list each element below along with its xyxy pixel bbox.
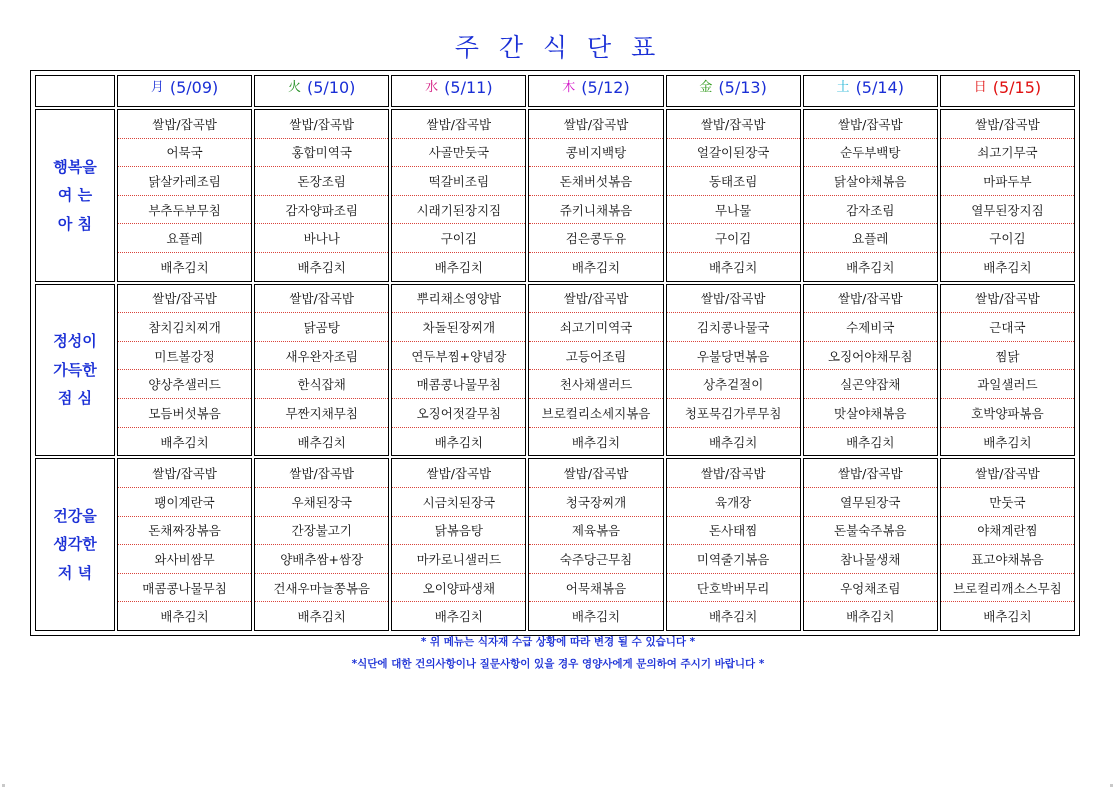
menu-item: 구이김 — [941, 224, 1074, 253]
weekly-menu-table — [30, 70, 1080, 636]
menu-item: 홍합미역국 — [255, 139, 388, 168]
day-date-label: (5/09) — [169, 78, 219, 97]
menu-item: 돈불숙주볶음 — [804, 517, 937, 546]
menu-item: 쌀밥/잡곡밥 — [255, 285, 388, 314]
menu-item: 요플레 — [118, 224, 251, 253]
menu-item: 얼갈이된장국 — [667, 139, 800, 168]
menu-day-cell — [666, 458, 801, 631]
day-header-cell — [940, 75, 1075, 107]
menu-item: 쌀밥/잡곡밥 — [667, 110, 800, 139]
menu-item: 무짠지채무침 — [255, 399, 388, 428]
meal-label-line: 점 심 — [57, 389, 93, 408]
menu-item: 배추김치 — [297, 259, 346, 275]
menu-item: 육개장 — [667, 488, 800, 517]
menu-item: 쥬키니채볶음 — [529, 196, 662, 225]
menu-item: 오징어야채무침 — [804, 342, 937, 371]
menu-item: 배추김치 — [708, 434, 758, 450]
day-header-cell — [117, 75, 252, 107]
menu-item: 배추김치 — [297, 609, 346, 625]
menu-item: 실곤약잡채 — [804, 370, 937, 399]
menu-item: 열무된장지짐 — [941, 196, 1074, 225]
day-character-icon: 日 — [973, 80, 987, 95]
menu-grid — [33, 73, 1077, 633]
menu-item: 쌀밥/잡곡밥 — [804, 459, 937, 488]
menu-item: 간장불고기 — [255, 517, 388, 546]
menu-item: 숙주당근무침 — [529, 545, 662, 574]
menu-item: 쇠고기무국 — [941, 139, 1074, 168]
menu-item: 쌀밥/잡곡밥 — [392, 110, 525, 139]
menu-item: 호박양파볶음 — [941, 399, 1074, 428]
menu-item: 쌀밥/잡곡밥 — [529, 285, 662, 314]
day-character-icon: 水 — [425, 80, 439, 95]
day-character-icon: 木 — [562, 80, 576, 95]
menu-item: 바나나 — [255, 224, 388, 253]
menu-item: 표고야채볶음 — [941, 545, 1074, 574]
menu-item: 배추김치 — [571, 434, 621, 450]
menu-item: 배추김치 — [708, 609, 758, 625]
day-header-row — [35, 75, 1075, 107]
menu-item: 쌀밥/잡곡밥 — [941, 459, 1074, 488]
menu-item: 차돌된장찌개 — [392, 313, 525, 342]
day-header-cell — [391, 75, 526, 107]
menu-item: 매콤콩나물무침 — [392, 370, 525, 399]
menu-item: 만둣국 — [941, 488, 1074, 517]
menu-item: 배추김치 — [434, 259, 483, 275]
menu-item: 새우완자조림 — [255, 342, 388, 371]
menu-item: 쌀밥/잡곡밥 — [255, 110, 388, 139]
menu-item: 요플레 — [804, 224, 937, 253]
day-date-label: (5/11) — [444, 78, 493, 97]
menu-item: 어묵채볶음 — [529, 574, 662, 603]
menu-item: 단호박버무리 — [667, 574, 800, 603]
meal-label-line: 정성이 — [53, 332, 97, 351]
menu-item: 고등어조림 — [529, 342, 662, 371]
day-header-cell — [803, 75, 938, 107]
menu-item: 무나물 — [667, 196, 800, 225]
meal-row — [35, 458, 1075, 631]
menu-item: 마카로니샐러드 — [392, 545, 525, 574]
menu-item: 참치김치찌개 — [118, 313, 251, 342]
menu-day-cell — [528, 458, 663, 631]
menu-day-cell — [391, 109, 526, 282]
menu-item: 근대국 — [941, 313, 1074, 342]
menu-item: 배추김치 — [983, 434, 1032, 450]
menu-day-cell — [254, 458, 389, 631]
menu-item: 감자양파조림 — [255, 196, 388, 225]
menu-item: 청국장찌개 — [529, 488, 662, 517]
day-date-label: (5/15) — [992, 78, 1042, 97]
menu-item: 상추겉절이 — [667, 370, 800, 399]
menu-day-cell — [803, 458, 938, 631]
menu-item: 배추김치 — [571, 259, 621, 275]
menu-item: 찜닭 — [941, 342, 1074, 371]
menu-item: 쌀밥/잡곡밥 — [118, 110, 251, 139]
menu-item: 부추두부무침 — [118, 196, 251, 225]
meal-label-cell — [35, 458, 115, 631]
menu-item: 돈사태찜 — [667, 517, 800, 546]
meal-row — [35, 109, 1075, 282]
menu-item: 청포묵김가루무침 — [667, 399, 800, 428]
menu-item: 양배추쌈+쌈장 — [255, 545, 388, 574]
notice-line-1: * 위 메뉴는 식자재 수급 상황에 따라 변경 될 수 있습니다 * — [420, 636, 696, 648]
menu-day-cell — [117, 109, 252, 282]
menu-item: 떡갈비조림 — [392, 167, 525, 196]
menu-item: 미트볼강정 — [118, 342, 251, 371]
meal-label-line: 행복을 — [53, 157, 97, 176]
menu-item: 쌀밥/잡곡밥 — [804, 285, 937, 314]
menu-item: 쌀밥/잡곡밥 — [255, 459, 388, 488]
meal-label-line: 아 침 — [57, 214, 93, 233]
menu-item: 시금치된장국 — [392, 488, 525, 517]
menu-item: 배추김치 — [160, 434, 209, 450]
meal-row — [35, 284, 1075, 457]
menu-item: 돈채짜장볶음 — [118, 517, 251, 546]
menu-item: 배추김치 — [846, 434, 895, 450]
menu-item: 매콤콩나물무침 — [118, 574, 251, 603]
menu-day-cell — [528, 109, 663, 282]
day-character-icon: 火 — [287, 80, 301, 95]
notice-line-2: *식단에 대한 건의사항이나 질문사항이 있을 경우 영양사에게 문의하여 주시기 바랍니다 * — [351, 658, 765, 670]
menu-item: 쌀밥/잡곡밥 — [118, 285, 251, 314]
menu-item: 팽이계란국 — [118, 488, 251, 517]
menu-item: 연두부찜+양념장 — [392, 342, 525, 371]
menu-item: 사골만둣국 — [392, 139, 525, 168]
menu-item: 동태조림 — [667, 167, 800, 196]
menu-item: 쌀밥/잡곡밥 — [804, 110, 937, 139]
menu-item: 쌀밥/잡곡밥 — [529, 110, 662, 139]
menu-item: 쌀밥/잡곡밥 — [941, 110, 1074, 139]
menu-item: 제육볶음 — [529, 517, 662, 546]
menu-item: 쌀밥/잡곡밥 — [941, 285, 1074, 314]
menu-day-cell — [940, 458, 1075, 631]
menu-item: 참나물생채 — [804, 545, 937, 574]
menu-item: 배추김치 — [846, 259, 895, 275]
menu-item: 돈채버섯볶음 — [529, 167, 662, 196]
menu-item: 배추김치 — [846, 609, 895, 625]
menu-item: 배추김치 — [983, 259, 1032, 275]
day-date-label: (5/13) — [718, 78, 767, 97]
day-header-cell — [528, 75, 663, 107]
menu-item: 쌀밥/잡곡밥 — [667, 459, 800, 488]
page-corner-mark — [1110, 784, 1113, 787]
menu-item: 배추김치 — [983, 609, 1032, 625]
menu-day-cell — [803, 284, 938, 457]
menu-item: 배추김치 — [160, 259, 209, 275]
menu-item: 쇠고기미역국 — [529, 313, 662, 342]
menu-item: 수제비국 — [804, 313, 937, 342]
menu-item: 브로컬리소세지볶음 — [529, 399, 662, 428]
menu-item: 쌀밥/잡곡밥 — [529, 459, 662, 488]
menu-day-cell — [940, 284, 1075, 457]
menu-item: 닭볶음탕 — [392, 517, 525, 546]
page-corner-mark — [2, 784, 5, 787]
day-character-icon: 月 — [150, 80, 164, 95]
menu-item: 쌀밥/잡곡밥 — [118, 459, 251, 488]
page-title: 주 간 식 단 표 — [454, 33, 662, 62]
menu-day-cell — [940, 109, 1075, 282]
menu-item: 우채된장국 — [255, 488, 388, 517]
meal-label-cell — [35, 109, 115, 282]
day-date-label: (5/14) — [855, 78, 904, 97]
menu-item: 뿌리채소영양밥 — [392, 285, 525, 314]
menu-item: 돈장조림 — [255, 167, 388, 196]
menu-item: 구이김 — [667, 224, 800, 253]
menu-item: 콩비지백탕 — [529, 139, 662, 168]
menu-item: 열무된장국 — [804, 488, 937, 517]
day-header-cell — [666, 75, 801, 107]
menu-item: 미역줄기볶음 — [667, 545, 800, 574]
menu-item: 오이양파생채 — [392, 574, 525, 603]
menu-item: 배추김치 — [571, 609, 621, 625]
menu-item: 닭살카레조림 — [118, 167, 251, 196]
menu-item: 야채계란찜 — [941, 517, 1074, 546]
meal-label-line: 생각한 — [53, 535, 97, 554]
menu-day-cell — [528, 284, 663, 457]
menu-item: 한식잡채 — [255, 370, 388, 399]
menu-day-cell — [117, 284, 252, 457]
menu-item: 과일샐러드 — [941, 370, 1074, 399]
menu-item: 브로컬리깨소스무침 — [941, 574, 1074, 603]
menu-item: 시래기된장지짐 — [392, 196, 525, 225]
menu-day-cell — [391, 458, 526, 631]
menu-item: 쌀밥/잡곡밥 — [667, 285, 800, 314]
meal-label-line: 저 녁 — [57, 563, 93, 582]
menu-item: 천사채샐러드 — [529, 370, 662, 399]
menu-day-cell — [254, 284, 389, 457]
day-date-label: (5/10) — [307, 78, 356, 97]
menu-item: 배추김치 — [297, 434, 346, 450]
day-header-cell — [254, 75, 389, 107]
menu-item: 우엉채조림 — [804, 574, 937, 603]
menu-item: 검은콩두유 — [529, 224, 662, 253]
day-date-label: (5/12) — [581, 78, 630, 97]
menu-item: 닭곰탕 — [255, 313, 388, 342]
menu-item: 우불당면볶음 — [667, 342, 800, 371]
menu-item: 순두부백탕 — [804, 139, 937, 168]
day-character-icon: 金 — [699, 80, 713, 95]
menu-item: 모듬버섯볶음 — [118, 399, 251, 428]
header-corner-cell — [35, 75, 115, 107]
menu-item: 쌀밥/잡곡밥 — [392, 459, 525, 488]
menu-day-cell — [803, 109, 938, 282]
menu-day-cell — [666, 284, 801, 457]
menu-item: 감자조림 — [804, 196, 937, 225]
menu-item: 마파두부 — [941, 167, 1074, 196]
menu-item: 양상추샐러드 — [118, 370, 251, 399]
menu-item: 김치콩나물국 — [667, 313, 800, 342]
meal-label-cell — [35, 284, 115, 457]
menu-day-cell — [254, 109, 389, 282]
menu-item: 건새우마늘쫑볶음 — [255, 574, 388, 603]
meal-label-line: 여 는 — [57, 186, 93, 205]
menu-day-cell — [666, 109, 801, 282]
menu-item: 구이김 — [392, 224, 525, 253]
day-character-icon: 土 — [836, 80, 850, 95]
menu-item: 닭살야채볶음 — [804, 167, 937, 196]
menu-item: 배추김치 — [434, 609, 483, 625]
meal-label-line: 건강을 — [53, 506, 97, 525]
menu-item: 배추김치 — [160, 609, 209, 625]
menu-item: 맛살야채볶음 — [804, 399, 937, 428]
menu-item: 배추김치 — [708, 259, 758, 275]
menu-item: 배추김치 — [434, 434, 483, 450]
meal-label-line: 가득한 — [53, 360, 97, 379]
menu-item: 오징어젓갈무침 — [392, 399, 525, 428]
menu-item: 와사비쌈무 — [118, 545, 251, 574]
menu-day-cell — [391, 284, 526, 457]
menu-day-cell — [117, 458, 252, 631]
menu-item: 어묵국 — [118, 139, 251, 168]
